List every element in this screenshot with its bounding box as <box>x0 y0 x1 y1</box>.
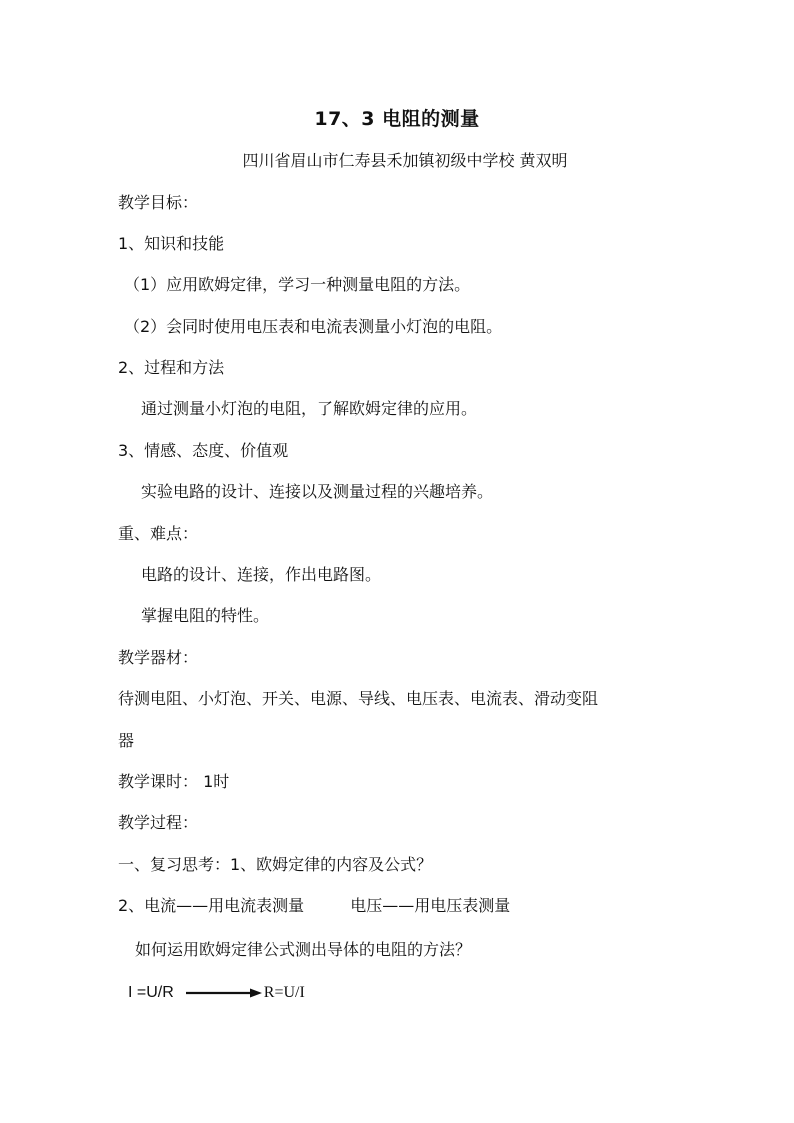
author-line: 四川省眉山市仁寿县禾加镇初级中学校 黄双明 <box>242 151 568 170</box>
class-hours: 教学课时： 1时 <box>118 772 230 791</box>
ohm-law-formula: I =U/R <box>128 984 174 1001</box>
section-heading-process: 教学过程： <box>118 813 199 832</box>
review-question: 一、复习思考：1、欧姆定律的内容及公式？ <box>118 855 433 874</box>
subheading-attitude-values: 3、情感、态度、价值观 <box>118 441 289 460</box>
right-arrow-icon <box>186 987 262 999</box>
section-heading-key-points: 重、难点： <box>118 524 199 543</box>
current-measure-text: 2、电流——用电流表测量 <box>118 896 305 915</box>
attitude-text: 实验电路的设计、连接以及测量过程的兴趣培养。 <box>141 482 494 501</box>
objective-item-2: （2）会同时使用电压表和电流表测量小灯泡的电阻。 <box>124 317 503 336</box>
method-question: 如何运用欧姆定律公式测出导体的电阻的方法？ <box>135 940 472 959</box>
equipment-list-continued: 器 <box>118 731 135 750</box>
resistance-formula: R=U/I <box>263 984 305 1001</box>
key-point-2: 掌握电阻的特性。 <box>141 606 270 625</box>
measure-line <box>118 896 510 916</box>
key-point-1: 电路的设计、连接，作出电路图。 <box>141 565 382 584</box>
equipment-list: 待测电阻、小灯泡、开关、电源、导线、电压表、电流表、滑动变阻 <box>118 689 599 708</box>
document-title: 17、3 电阻的测量 <box>314 108 480 130</box>
objective-item-1: （1）应用欧姆定律，学习一种测量电阻的方法。 <box>124 275 471 294</box>
section-heading-objectives: 教学目标： <box>118 193 199 212</box>
subheading-knowledge-skills: 1、知识和技能 <box>118 234 225 253</box>
formula-row <box>128 982 305 1004</box>
voltage-measure-text: 电压——用电压表测量 <box>350 896 511 915</box>
section-heading-equipment: 教学器材： <box>118 648 199 667</box>
subheading-process-method: 2、过程和方法 <box>118 358 225 377</box>
process-text: 通过测量小灯泡的电阻，了解欧姆定律的应用。 <box>141 399 478 418</box>
